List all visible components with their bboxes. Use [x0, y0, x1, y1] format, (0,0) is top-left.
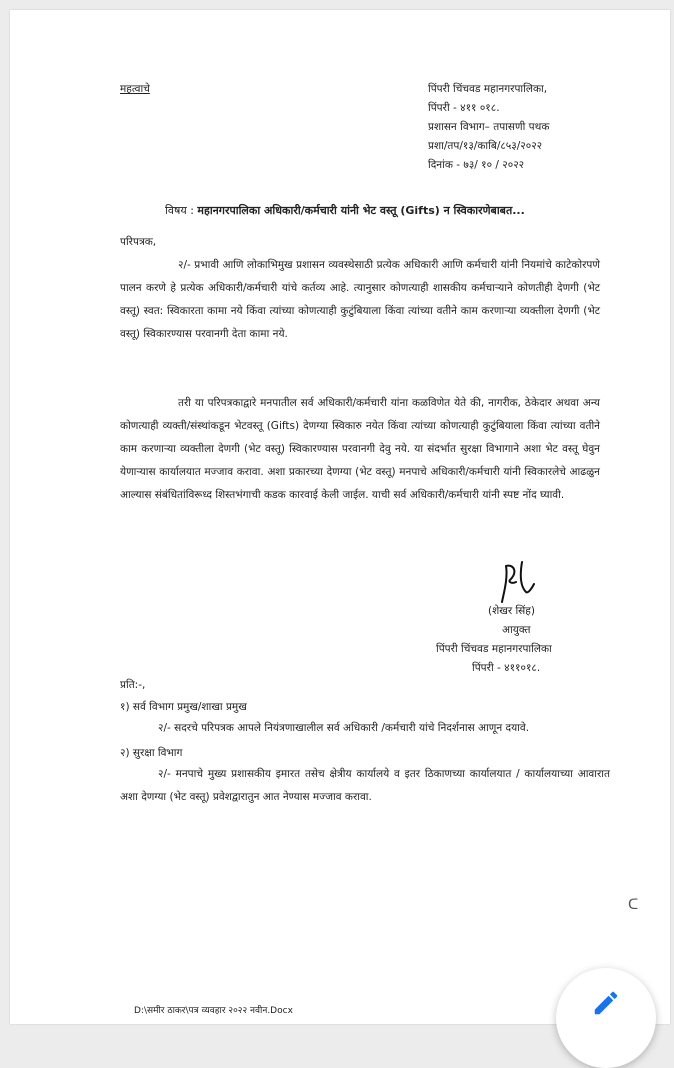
pencil-icon — [591, 988, 621, 1018]
copy-to-item-2-heading: २) सुरक्षा विभाग — [120, 747, 183, 759]
circular-salutation: परिपत्रक, — [120, 236, 157, 248]
copy-to-item-1-heading: १) सर्व विभाग प्रमुख/शाखा प्रमुख — [120, 701, 247, 713]
handwritten-signature — [498, 558, 538, 606]
document-date: दिनांक - ७३/ १० / २०२२ — [428, 159, 525, 171]
paragraph-1 — [120, 254, 600, 346]
important-label: महत्वाचे — [120, 83, 150, 95]
paragraph-1-text: २/- प्रभावी आणि लोकाभिमुख प्रशासन व्यवस्थेसाठी प्रत्येक अधिकारी आणि कर्मचारी यांनी नियमांचे काटेकोरपणे पालन करणे हे प्रत्येक अधिकारी/कर्मचारी यांचे कर्तव्य आहे. त्यानुसार कोणत्याही शासकीय कर्मचाऱ्याने कोणतीही देणगी (भेट वस्तू) स्वत: स्विकारता कामा नये किंवा त्यांच्या कोणत्याही कुटुंबियाला किंवा त्यांच्या वतीने काम करणाऱ्या व्यक्तीला देणगी (भेट वस्तू) स्विकारण्यास परवानगी देता कामा नये. — [120, 259, 600, 340]
copy-to-label: प्रति:-, — [120, 679, 146, 691]
address-line-org: पिंपरी चिंचवड महानगरपालिका, — [428, 83, 548, 95]
signatory-name: (शेखर सिंह) — [488, 605, 535, 617]
paragraph-2-text: तरी या परिपत्रकाद्वारे मनपातील सर्व अधिकारी/कर्मचारी यांना कळविणेत येते की, नागरीक, ठेकेदार अथवा अन्य कोणत्याही व्यक्ती/संस्थांकडून भेटवस्तू (Gifts) देणग्या स्विकारु नयेत किंवा त्यांच्या कोणत्याही कुटुंबियाला किंवा त्यांच्या वतीने काम करणाऱ्या व्यक्तीला देणगी (भेट वस्तू) स्विकारण्यास परवानगी देवु नये. या संदर्भात सुरक्षा विभागाने अशा भेट वस्तू घेवुन येणाऱ्यास कार्यालयात मज्जाव करावा. अशा प्रकारच्या देणग्या (भेट वस्तू) मनपाचे अधिकारी/कर्मचारी यांनी स्विकारलेचे आढळुन आल्यास संबंधितांविरूध्द शिस्तभंगाची कडक कारवाई केली जाईल. याची सर्व अधिकारी/कर्मचारी यांनी स्पष्ट नोंद घ्यावी. — [120, 397, 600, 501]
copy-to-item-1-text: २/- सदरचे परिपत्रक आपले नियंत्रणाखालील सर्व अधिकारी /कर्मचारी यांचे निदर्शनास आणून दयावे. — [158, 722, 530, 734]
reference-number: प्रशा/तप/१३/काबि/८५३/२०२२ — [428, 140, 543, 152]
file-path-footer: D:\समीर ठाकर\पत्र व्यवहार २०२२ नवीन.Docx — [134, 1006, 293, 1016]
corner-mark: ᑕ — [628, 897, 639, 913]
document-page — [10, 10, 670, 1024]
address-line-city: पिंपरी - ४११ ०१८. — [428, 102, 500, 114]
subject-text: महानगरपालिका अधिकारी/कर्मचारी यांनी भेट वस्तू (Gifts) न स्विकारणेबाबत... — [197, 204, 525, 217]
signatory-city: पिंपरी - ४११०१८. — [472, 662, 541, 674]
copy-to-item-1 — [120, 717, 610, 740]
address-line-dept: प्रशासन विभाग– तपासणी पथक — [428, 121, 550, 133]
subject-label: विषय : — [165, 204, 194, 217]
copy-to-item-2 — [120, 763, 610, 809]
copy-to-item-2-text: २/- मनपाचे मुख्य प्रशासकीय इमारत तसेच क्षेत्रीय कार्यालये व इतर ठिकाणच्या कार्यालयात / कार्यालयाच्या आवारात अशा देणग्या (भेट वस्तू) प्रवेशद्वारातुन आत नेण्यास मज्जाव करावा. — [120, 768, 610, 803]
signatory-title: आयुक्त — [502, 624, 531, 636]
edit-fab-button[interactable] — [556, 968, 656, 1068]
paragraph-2 — [120, 392, 600, 507]
subject-line — [165, 204, 525, 218]
signatory-org: पिंपरी चिंचवड महानगरपालिका — [436, 643, 552, 655]
